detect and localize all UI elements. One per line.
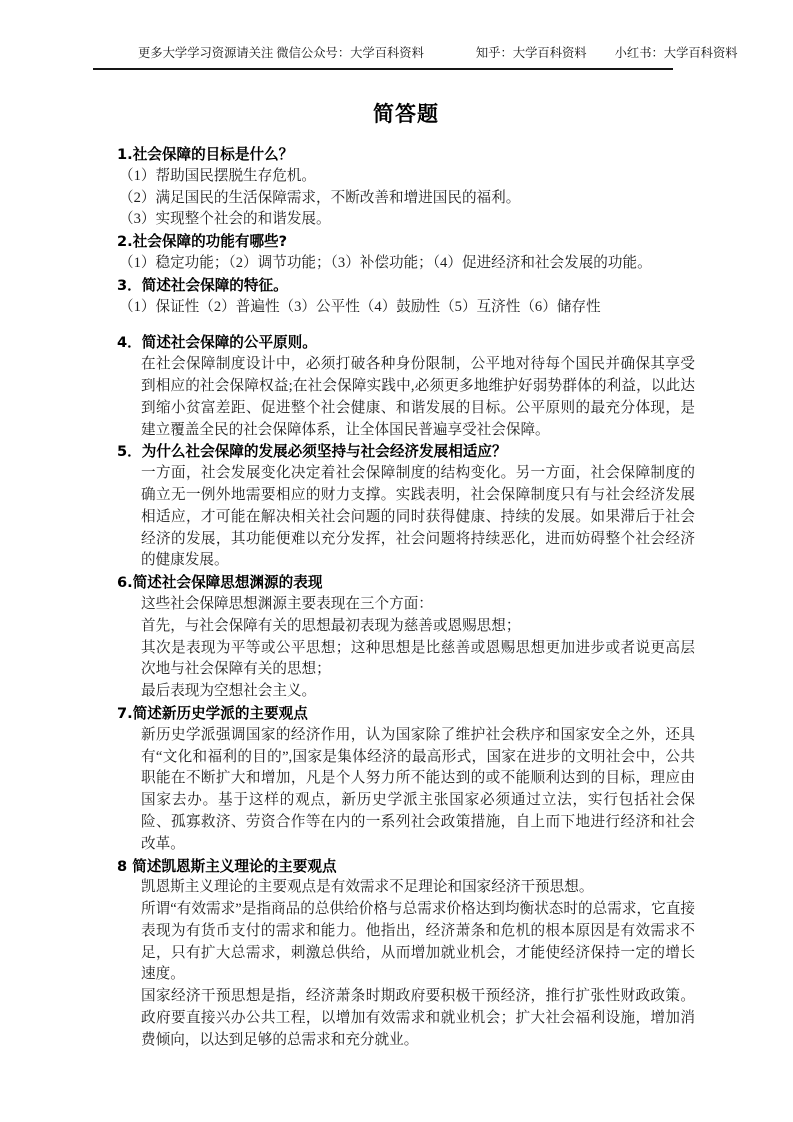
- answer-text: （1）帮助国民摆脱生存危机。: [119, 167, 317, 184]
- question-heading: 7.简述新历史学派的主要观点: [117, 704, 308, 722]
- answer-text: 国家经济干预思想是指，经济萧条时期政府要积极干预经济，推行扩张性财政政策。政府要直接兴办公共工程，以增加有效需求和就业机会；扩大社会福利设施，增加消费倾向，以达到足够的总需求和充分就业。: [141, 988, 695, 1048]
- qa-section: [117, 856, 695, 1052]
- qa-section: [117, 703, 695, 856]
- question-heading: 2.社会保障的功能有哪些?: [117, 233, 288, 251]
- header-zhihu-note: 知乎：大学百科资料: [475, 46, 587, 60]
- answer-text: 首先，与社会保障有关的思想最初表现为慈善或恩赐思想；: [141, 617, 521, 634]
- answer-text: 这些社会保障思想渊源主要表现在三个方面：: [141, 595, 433, 612]
- answer-text: 最后表现为空想社会主义。: [141, 683, 317, 700]
- question-heading: 1.社会保障的目标是什么？: [117, 146, 294, 163]
- answer-text: （1）稳定功能；（2）调节功能；（3）补偿功能；（4）促进经济和社会发展的功能。: [119, 254, 652, 271]
- answer-text: （3）实现整个社会的和谐发展。: [119, 211, 331, 228]
- answer-text: 凯恩斯主义理论的主要观点是有效需求不足理论和国家经济干预思想。: [141, 879, 594, 896]
- question-heading: 4．简述社会保障的公平原则。: [117, 334, 317, 352]
- page-header: [117, 46, 738, 61]
- qa-section: [117, 275, 695, 319]
- qa-section: [117, 572, 695, 703]
- answer-text: 所谓“有效需求”是指商品的总供给价格与总需求价格达到均衡状态时的总需求，它直接表现为有货币支付的需求和能力。他指出，经济萧条和危机的根本原因是有效需求不足，只有扩大总需求，刺激总供给，从而增加就业机会，才能使经济保持一定的增长速度。: [141, 901, 695, 983]
- header-wechat-note: 更多大学学习资源请关注 微信公众号：大学百科资料: [138, 46, 424, 60]
- qa-section: [117, 332, 695, 441]
- answer-text: （2）满足国民的生活保障需求，不断改善和增进国民的福利。: [119, 189, 521, 206]
- question-heading: 3．简述社会保障的特征。: [117, 276, 288, 294]
- question-heading: 6.简述社会保障思想渊源的表现: [117, 574, 323, 592]
- qa-section: [117, 231, 695, 275]
- qa-section: [117, 441, 695, 572]
- answer-text: 一方面，社会发展变化决定着社会保障制度的结构变化。另一方面，社会保障制度的确立无一例外地需要相应的财力支撑。实践表明，社会保障制度只有与社会经济发展相适应，才可能在解决相关社会问题的同时获得健康、持续的发展。如果滞后于社会经济的发展，其功能便难以充分发挥，社会问题将持续恶化，进而妨碍整个社会经济的健康发展。: [141, 465, 695, 569]
- answer-text: （1）保证性（2）普遍性（3）公平性（4）鼓励性（5）互济性（6）储存性: [119, 298, 601, 315]
- answer-text: 其次是表现为平等或公平思想；这种思想是比慈善或恩赐思想更加进步或者说更高层次地与社会保障有关的思想；: [141, 639, 695, 678]
- header-rule: [93, 68, 673, 70]
- page-title: 简答题: [373, 102, 439, 126]
- question-heading: 5．为什么社会保障的发展必须坚持与社会经济发展相适应？: [117, 443, 507, 461]
- question-heading: 8 简述凯恩斯主义理论的主要观点: [117, 857, 337, 875]
- header-xiaohongshu-note: 小红书：大学百科资料: [614, 46, 738, 60]
- sections-container: [117, 144, 695, 1052]
- answer-text: 新历史学派强调国家的经济作用，认为国家除了维护社会秩序和国家安全之外，还具有“文化和福利的目的”,国家是集体经济的最高形式，国家在进步的文明社会中，公共职能在不断扩大和增加，凡是个人努力所不能达到的或不能顺利达到的目标，理应由国家去办。基于这样的观点，新历史学派主张国家必须通过立法，实行包括社会保险、孤寡救济、劳资合作等在内的一系列社会政策措施，自上而下地进行经济和社会改革。: [141, 726, 695, 852]
- qa-section: [117, 144, 695, 231]
- answer-text: 在社会保障制度设计中，必须打破各种身份限制，公平地对待每个国民并确保其享受到相应的社会保障权益;在社会保障实践中,必须更多地维护好弱势群体的利益，以此达到缩小贫富差距、促进整个社会健康、和谐发展的目标。公平原则的最充分体现，是建立覆盖全民的社会保障体系，让全体国民普遍享受社会保障。: [141, 356, 695, 438]
